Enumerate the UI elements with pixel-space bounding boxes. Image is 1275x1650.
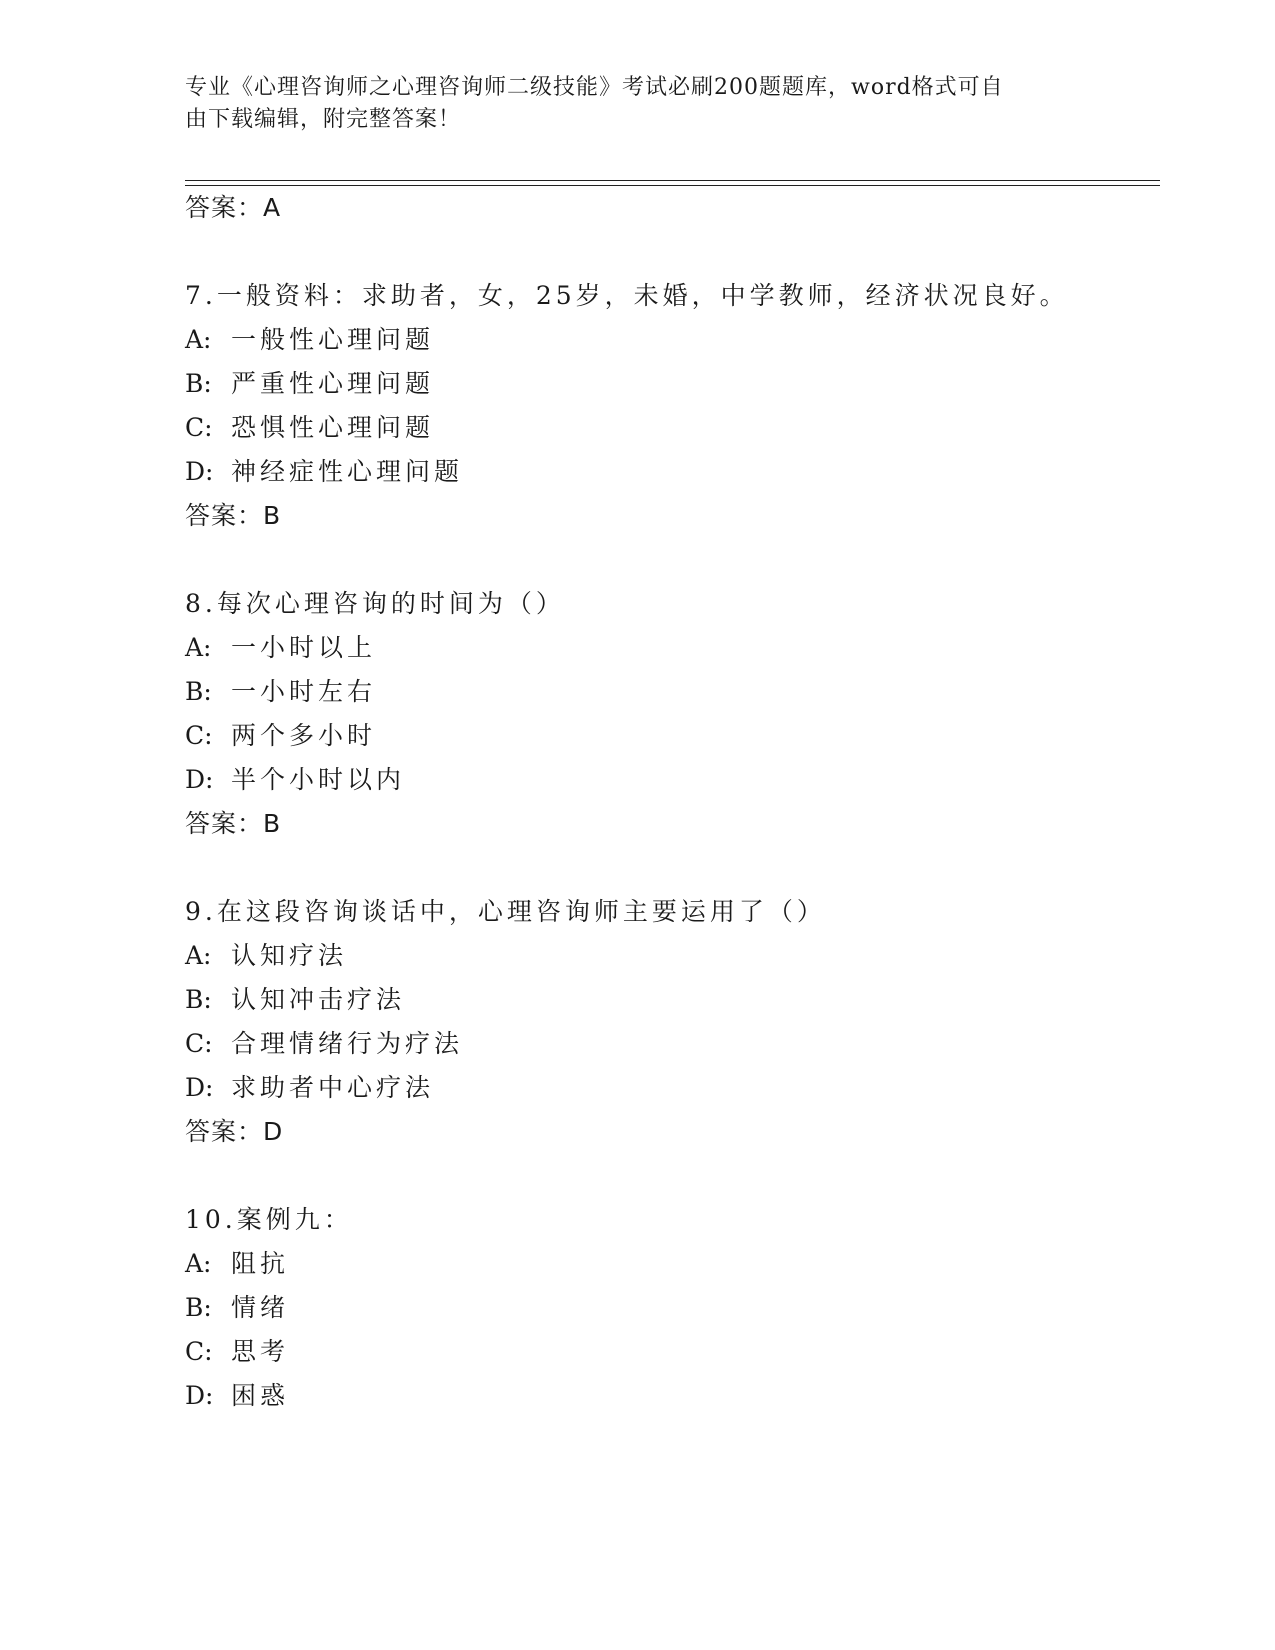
header-line-2: 由下载编辑，附完整答案！: [185, 107, 462, 132]
question-8-option-b: [185, 676, 376, 708]
question-9-stem: 9.在这段咨询谈话中，心理咨询师主要运用了（）: [185, 897, 826, 926]
option-text: 神经症性心理问题: [231, 457, 464, 486]
option-text: 半个小时以内: [231, 765, 406, 794]
option-text: 情绪: [231, 1293, 290, 1322]
header-line-1: 专业《心理咨询师之心理咨询师二级技能》考试必刷200题题库，word格式可自: [185, 75, 1004, 100]
option-letter: C:: [185, 721, 213, 750]
option-text: 一般性心理问题: [231, 325, 435, 354]
option-text: 两个多小时: [231, 721, 377, 750]
option-letter: D:: [185, 1073, 214, 1102]
question-10-option-d: [185, 1380, 289, 1412]
option-text: 恐惧性心理问题: [231, 413, 435, 442]
question-9-option-c: [185, 1028, 463, 1060]
option-letter: B:: [185, 1293, 212, 1322]
question-9-option-d: [185, 1072, 434, 1104]
option-text: 一小时以上: [231, 633, 377, 662]
document-header: [185, 72, 1065, 136]
answer-q7: 答案：B: [185, 501, 282, 530]
question-10-option-a: [185, 1248, 289, 1280]
question-7-option-b: [185, 368, 434, 400]
option-letter: A:: [185, 941, 212, 970]
option-letter: A:: [185, 1249, 212, 1278]
question-10-option-b: [185, 1292, 289, 1324]
option-letter: C:: [185, 1337, 213, 1366]
option-letter: D:: [185, 1381, 214, 1410]
answer-q6: 答案：A: [185, 193, 282, 222]
header-rule-top: [185, 180, 1160, 181]
option-letter: B:: [185, 369, 212, 398]
question-9-option-a: [185, 940, 347, 972]
question-8-option-c: [185, 720, 376, 752]
option-text: 严重性心理问题: [231, 369, 435, 398]
option-text: 思考: [231, 1337, 290, 1366]
option-letter: B:: [185, 677, 212, 706]
question-8-option-d: [185, 764, 405, 796]
option-text: 阻抗: [231, 1249, 290, 1278]
option-letter: D:: [185, 457, 214, 486]
question-10-stem: 10.案例九：: [185, 1205, 353, 1234]
question-7-stem: 7.一般资料：求助者，女，25岁，未婚，中学教师，经济状况良好。: [185, 281, 1069, 310]
question-8-option-a: [185, 632, 376, 664]
option-letter: C:: [185, 1029, 213, 1058]
question-7-option-d: [185, 456, 463, 488]
option-letter: B:: [185, 985, 212, 1014]
option-text: 合理情绪行为疗法: [231, 1029, 464, 1058]
option-text: 求助者中心疗法: [231, 1073, 435, 1102]
option-text: 认知冲击疗法: [231, 985, 406, 1014]
option-letter: D:: [185, 765, 214, 794]
answer-q9: 答案：D: [185, 1117, 284, 1146]
question-7-option-c: [185, 412, 434, 444]
question-10-option-c: [185, 1336, 289, 1368]
option-letter: A:: [185, 633, 212, 662]
option-letter: C:: [185, 413, 213, 442]
question-8-stem: 8.每次心理咨询的时间为（）: [185, 589, 565, 618]
option-text: 认知疗法: [231, 941, 348, 970]
answer-q8: 答案：B: [185, 809, 282, 838]
header-rule-bottom: [185, 185, 1160, 186]
question-9-option-b: [185, 984, 405, 1016]
option-text: 一小时左右: [231, 677, 377, 706]
question-7-option-a: [185, 324, 434, 356]
option-letter: A:: [185, 325, 212, 354]
option-text: 困惑: [231, 1381, 290, 1410]
